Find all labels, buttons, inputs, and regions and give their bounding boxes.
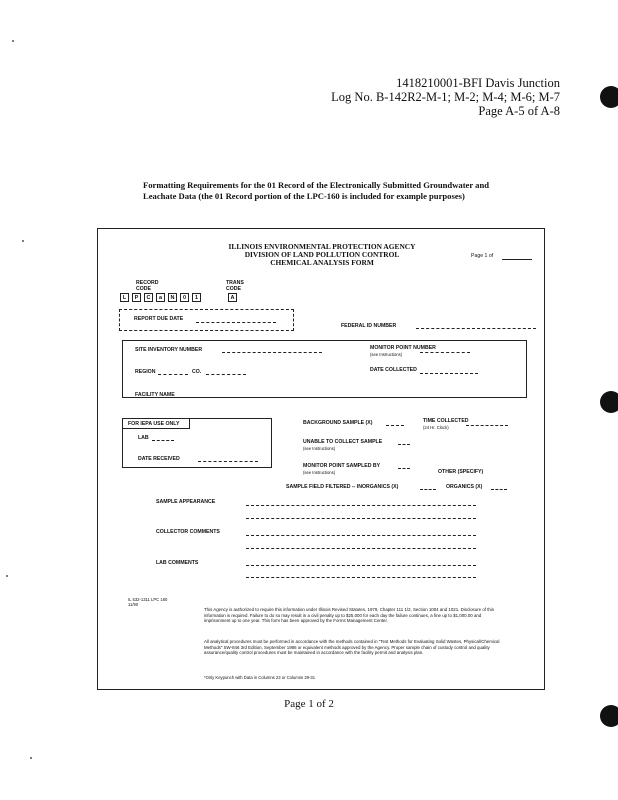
- code-cell: 0: [180, 293, 189, 302]
- time-clock-note: (24 Hr. Clock): [423, 425, 449, 430]
- record-code-label: RECORD CODE: [136, 280, 159, 292]
- scan-speck: [22, 240, 24, 242]
- log-number: Log No. B-142R2-M-1; M-2; M-4; M-6; M-7: [331, 90, 560, 104]
- page-count-field[interactable]: [502, 259, 532, 260]
- facility-name-label: FACILITY NAME: [135, 392, 175, 398]
- trans-code-cell: A: [228, 293, 237, 302]
- scan-speck: [12, 40, 14, 42]
- federal-id-label: FEDERAL ID NUMBER: [341, 323, 397, 329]
- lab-comments-line[interactable]: [246, 577, 476, 578]
- code-cell: P: [132, 293, 141, 302]
- code-cell: L: [120, 293, 129, 302]
- background-sample-label: BACKGROUND SAMPLE (X): [303, 420, 373, 426]
- document-id: 1418210001-BFI Davis Junction: [396, 76, 560, 90]
- collector-comments-line[interactable]: [246, 548, 476, 549]
- keypunch-note: *Only Keypunch with Data in Columns 23 or Columns 29-31: [204, 675, 316, 680]
- date-collected-label: DATE COLLECTED: [370, 367, 417, 373]
- site-inventory-label: SITE INVENTORY NUMBER: [135, 347, 203, 353]
- code-cell: N: [168, 293, 177, 302]
- legal-notice: This Agency is authorized to require this information under Illinois Revised Statutes, 1979, Chapter 111 1/2, Section 1004 and 1021. Disclosure of this information is required. Failure to do so may result in a civil penalty up to $25,000 for each day the failure continues, a fine up to $1,000.00 and imprisonment up to one year. This form has been approved by the Forms Management Center.: [204, 607, 495, 624]
- division-title: DIVISION OF LAND POLLUTION CONTROL: [244, 250, 400, 259]
- inorganics-field[interactable]: [420, 489, 436, 490]
- binder-hole-top: [600, 86, 618, 108]
- collector-comments-label: COLLECTOR COMMENTS: [156, 529, 220, 535]
- field-filtered-label: SAMPLE FIELD FILTERED -- INORGANICS (X): [286, 484, 399, 490]
- collector-comments-line[interactable]: [246, 535, 476, 536]
- scan-speck: [6, 575, 8, 577]
- region-field[interactable]: [158, 374, 188, 375]
- chemical-analysis-form: [97, 228, 545, 690]
- lab-field[interactable]: [152, 440, 174, 441]
- time-collected-label: TIME COLLECTED: [423, 418, 469, 424]
- binder-hole-middle: [600, 391, 618, 413]
- form-id: IL 532-1311 LPC 160 11/90: [128, 597, 168, 608]
- lab-label: LAB: [138, 435, 149, 441]
- sample-appearance-line[interactable]: [246, 505, 476, 506]
- monitor-point-field[interactable]: [420, 352, 470, 353]
- facility-name-field[interactable]: [178, 397, 428, 398]
- date-received-label: DATE RECEIVED: [138, 456, 180, 462]
- intro-paragraph: Formatting Requirements for the 01 Record of the Electronically Submitted Groundwater and Leachate Data (the 01 Record portion of the LPC-160 is included for example purposes): [143, 180, 490, 201]
- sampled-by-field[interactable]: [398, 468, 410, 469]
- sample-appearance-line[interactable]: [246, 518, 476, 519]
- organics-field[interactable]: [491, 489, 507, 490]
- sampled-by-label: MONITOR POINT SAMPLED BY: [303, 463, 381, 469]
- analytical-procedures-notice: All analytical procedures must be performed in accordance with the methods contained in "Test Methods for Evaluating Solid Wastes, Physical/Chemical Methods" SW-846 3rd Edition, September 1986 or equivalent methods approved by the Agency. Proper sample chain of custody control and quality assurance/quality control procedures must be maintained in accordance with the facility permit and analysis plan.: [204, 639, 500, 656]
- unable-to-collect-label: UNABLE TO COLLECT SAMPLE: [303, 439, 383, 445]
- scan-speck: [30, 757, 32, 759]
- organics-label: ORGANICS (X): [446, 484, 483, 490]
- monitor-point-label: MONITOR POINT NUMBER: [370, 345, 436, 351]
- page-of-label: Page 1 of: [471, 253, 494, 259]
- other-specify-label: OTHER (SPECIFY): [438, 469, 484, 475]
- report-due-date-label: REPORT DUE DATE: [134, 316, 184, 322]
- date-received-field[interactable]: [198, 461, 258, 462]
- background-sample-field[interactable]: [386, 425, 404, 426]
- monitor-point-instructions: (see Instructions): [370, 352, 403, 357]
- lab-comments-line[interactable]: [246, 565, 476, 566]
- site-inventory-field[interactable]: [222, 352, 322, 353]
- time-collected-field[interactable]: [466, 425, 508, 426]
- lab-comments-label: LAB COMMENTS: [156, 560, 199, 566]
- page-footer: Page 1 of 2: [284, 698, 334, 710]
- form-title: CHEMICAL ANALYSIS FORM: [270, 258, 374, 267]
- county-field[interactable]: [206, 374, 246, 375]
- date-collected-field[interactable]: [420, 373, 478, 374]
- page-range: Page A-5 of A-8: [478, 104, 560, 118]
- code-cell: a: [156, 293, 165, 302]
- code-cell: C: [144, 293, 153, 302]
- iepa-use-label: FOR IEPA USE ONLY: [128, 421, 180, 427]
- unable-to-collect-field[interactable]: [398, 444, 410, 445]
- sample-appearance-label: SAMPLE APPEARANCE: [156, 499, 216, 505]
- trans-code-label: TRANS CODE: [226, 280, 244, 292]
- report-due-date-field[interactable]: [196, 322, 276, 323]
- sampled-by-instructions: (see Instructions): [303, 470, 336, 475]
- agency-title: ILLINOIS ENVIRONMENTAL PROTECTION AGENCY: [228, 242, 416, 251]
- region-label: REGION: [135, 369, 156, 375]
- federal-id-field[interactable]: [416, 328, 536, 329]
- code-cell: 1: [192, 293, 201, 302]
- county-label: CO.: [192, 369, 202, 375]
- unable-instructions: (see Instructions): [303, 446, 336, 451]
